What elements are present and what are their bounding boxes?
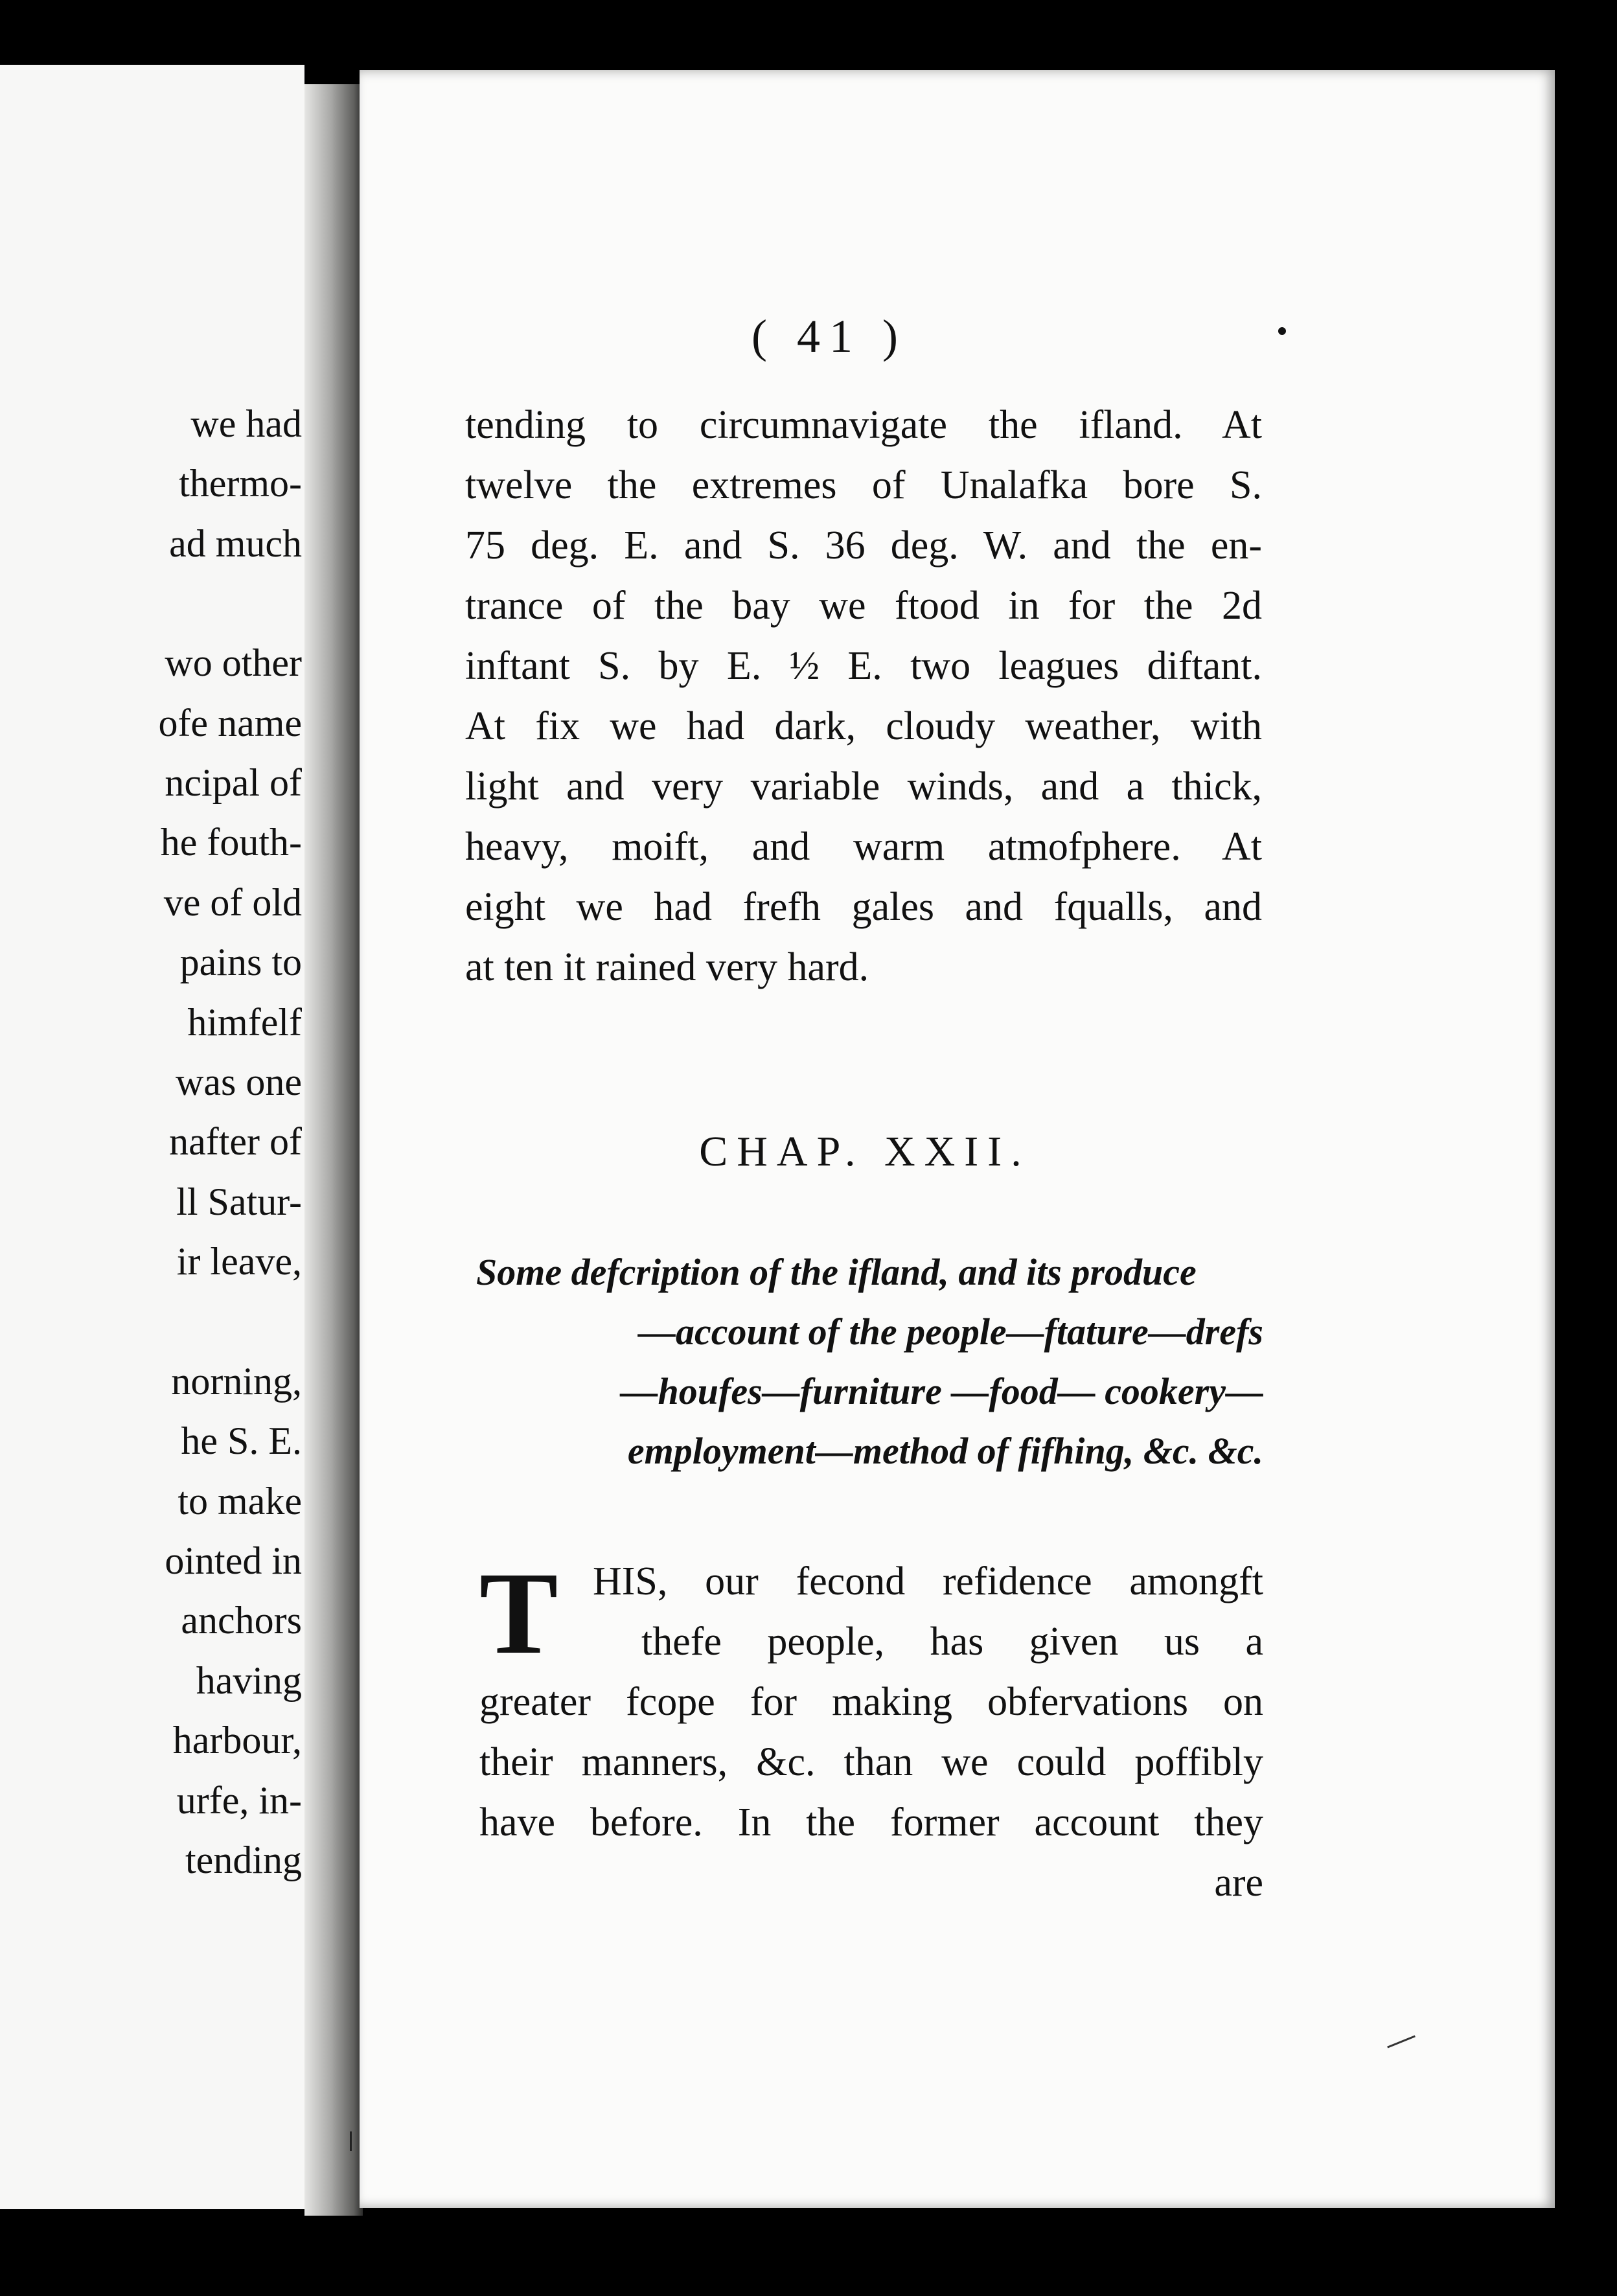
text-line: eight we had frefh gales and fqualls, and <box>465 885 1262 929</box>
text-line: 75 deg. E. and S. 36 deg. W. and the en- <box>465 523 1262 568</box>
left-line: ve of old <box>163 880 302 924</box>
left-line: pains to <box>179 941 302 984</box>
text-line: HIS, our fecond refidence amongft <box>593 1559 1263 1603</box>
left-line: urfe, in- <box>176 1778 302 1822</box>
chapter-opening-paragraph <box>479 1548 1263 1913</box>
left-line: anchors <box>181 1599 302 1642</box>
left-line: wo other <box>165 641 302 685</box>
left-line: ofe name <box>158 701 302 744</box>
left-line: ointed in <box>165 1539 302 1582</box>
summary-line: employment—method of fifhing, &c. &c. <box>627 1430 1263 1472</box>
text-line: inftant S. by E. ½ E. two leagues diftant. <box>465 644 1262 688</box>
left-line: he fouth- <box>160 821 302 864</box>
text-line: their manners, &c. than we could poffibly <box>479 1740 1263 1784</box>
text-line: heavy, moift, and warm atmofphere. At <box>465 825 1262 869</box>
ink-speck <box>1278 327 1286 335</box>
text-line: thefe people, has given us a <box>641 1620 1263 1664</box>
left-line: harbour, <box>172 1719 302 1762</box>
left-line-gap <box>0 573 304 633</box>
left-line: norning, <box>171 1359 302 1403</box>
continued-paragraph <box>465 395 1262 998</box>
left-line: thermo- <box>179 462 302 505</box>
left-line: we had <box>190 402 302 445</box>
text-line: light and very variable winds, and a thick, <box>465 764 1262 809</box>
text-line: trance of the bay we ftood in for the 2d <box>465 584 1262 628</box>
left-line: ir leave, <box>176 1240 302 1283</box>
left-line: to make <box>178 1479 302 1522</box>
left-line: having <box>196 1659 302 1702</box>
text-line: at ten it rained very hard. <box>465 945 869 989</box>
left-line: ad much <box>169 522 302 565</box>
left-line: was one <box>176 1061 302 1104</box>
left-line: ncipal of <box>165 761 302 805</box>
book-gutter-shadow <box>304 84 363 2216</box>
chapter-summary <box>476 1243 1263 1481</box>
left-line: he S. E. <box>181 1419 302 1463</box>
left-line-gap <box>0 1292 304 1351</box>
text-line: tending to circumnavigate the ifland. At <box>465 403 1262 447</box>
left-page <box>0 65 304 2209</box>
chapter-heading: CHAP. XXII. <box>699 1128 1031 1175</box>
left-line: ll Satur- <box>176 1180 302 1223</box>
catchword: are <box>1214 1861 1263 1905</box>
page-number: ( 41 ) <box>751 310 907 362</box>
left-line: himfelf <box>187 1000 302 1044</box>
left-line: nafter of <box>169 1120 302 1164</box>
summary-line: —houfes—furniture —food— cookery— <box>620 1370 1263 1412</box>
text-line: have before. In the former account they <box>479 1800 1263 1844</box>
left-line: tending <box>185 1838 302 1881</box>
drop-cap: T <box>479 1548 558 1679</box>
text-line: twelve the extremes of Unalafka bore S. <box>465 463 1262 507</box>
summary-line: —account of the people—ftature—drefs <box>638 1311 1263 1353</box>
text-line: At fix we had dark, cloudy weather, with <box>465 704 1262 748</box>
gutter-mark <box>350 2131 352 2151</box>
summary-line: Some defcription of the ifland, and its produce <box>476 1251 1197 1293</box>
text-line: greater fcope for making obfervations on <box>479 1680 1263 1724</box>
left-page-text <box>0 394 304 1890</box>
